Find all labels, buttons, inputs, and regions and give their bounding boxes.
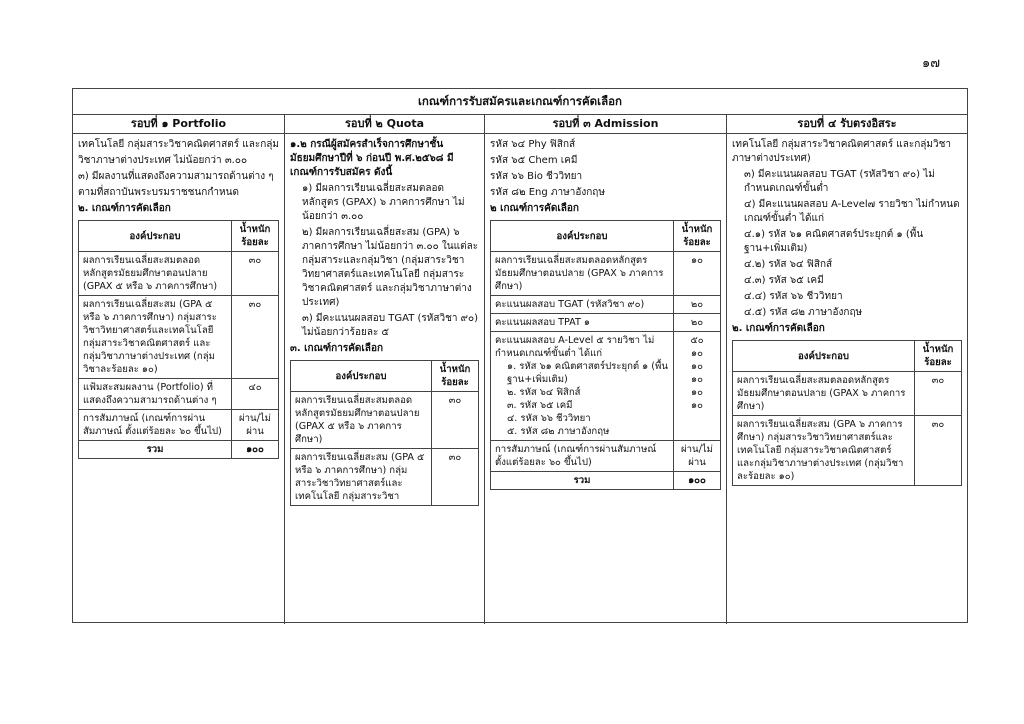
subsection-heading: ๑.๒ กรณีผู้สมัครสำเร็จการศึกษาชั้นมัธยมศึกษาปีที่ ๖ ก่อนปี พ.ศ.๒๕๖๘ มีเกณฑ์การรับสมัคร ดังนี้ [290,139,454,178]
weight-value: ๑๐ [691,361,703,372]
table-row [491,252,721,296]
criteria-item: ๑) มีผลการเรียนเฉลี่ยสะสมตลอดหลักสูตร (GPAX) ๖ ภาคการศึกษา ไม่น้อยกว่า ๓.๐๐ [302,183,465,222]
table-row [79,379,279,410]
text-line: ๓) มีผลงานที่แสดงถึงความสามารถด้านต่าง ๆ [78,171,274,182]
table-row [491,296,721,314]
text-line: ตามที่สถาบันพระบรมราชชนกกำหนด [78,187,239,198]
criteria-item: ๓) มีคะแนนผลสอบ TGAT (รหัสวิชา ๙๐) ไม่กำหนดเกณฑ์ขั้นต่ำ [744,169,935,194]
weight-value: ๑๐ [691,400,703,411]
component-cell [491,332,674,441]
component-cell: คะแนนผลสอบ TGAT (รหัสวิชา ๙๐) [491,296,674,314]
subject-code: รหัส ๘๒ Eng ภาษาอังกฤษ [490,187,605,198]
weight-cell: ๓๐ [432,449,479,506]
header-component: องค์ประกอบ [79,221,232,252]
header-component: องค์ประกอบ [491,221,674,252]
text-line: วิชาภาษาต่างประเทศ ไม่น้อยกว่า ๓.๐๐ [78,155,248,166]
weight-cell: ๒๐ [674,296,721,314]
criteria-subtable [290,360,479,506]
header-weight: น้ำหนักร้อยละ [915,341,962,372]
total-row [491,472,721,490]
total-row [79,441,279,459]
round-header-4: รอบที่ ๔ รับตรงอิสระ [797,117,897,130]
sub-item: ๔.๔) รหัส ๖๖ ชีววิทยา [744,291,843,302]
sub-item: ๕. รหัส ๘๒ ภาษาอังกฤษ [507,426,610,437]
table-title: เกณฑ์การรับสมัครและเกณฑ์การคัดเลือก [73,89,967,115]
round-1-portfolio [73,134,285,624]
section-heading: ๒. เกณฑ์การคัดเลือก [732,323,825,334]
text-line: เทคโนโลยี กลุ่มสาระวิชาคณิตศาสตร์ และกลุ่มวิชาภาษาต่างประเทศ) [732,139,952,164]
component-cell: ผลการเรียนเฉลี่ยสะสมตลอดหลักสูตรมัธยมศึกษาตอนปลาย (GPAX ๕ หรือ ๖ ภาคการศึกษา) [79,252,232,296]
component-cell: การสัมภาษณ์ (เกณฑ์การผ่านสัมภาษณ์ ตั้งแต่ร้อยละ ๖๐ ขึ้นไป) [491,441,674,472]
table-row [291,449,479,506]
round-header-3: รอบที่ ๓ Admission [485,115,727,133]
subject-code: รหัส ๖๔ Phy ฟิสิกส์ [490,139,576,150]
subject-code: รหัส ๖๕ Chem เคมี [490,155,578,166]
round-2-quota [285,134,485,624]
sub-item: ๔. รหัส ๖๖ ชีววิทยา [507,413,591,424]
weight-cell: ๓๐ [915,416,962,486]
weight-value: ๑๐ [691,387,703,398]
header-component: องค์ประกอบ [733,341,915,372]
table-row [79,252,279,296]
weight-value: ๑๐ [691,348,703,359]
sub-item: ๔.๑) รหัส ๖๑ คณิตศาสตร์ประยุกต์ ๑ (พื้นฐาน+เพิ่มเติม) [744,229,924,254]
page-number: ๑๗ [921,56,940,71]
criteria-subtable [78,220,279,459]
round-3-admission [485,134,727,624]
sub-item: ๔.๕) รหัส ๘๒ ภาษาอังกฤษ [744,307,863,318]
total-value: ๑๐๐ [674,472,721,490]
weight-cell: ๓๐ [232,252,279,296]
section-heading: ๒. เกณฑ์การคัดเลือก [78,203,171,214]
component-cell: การสัมภาษณ์ (เกณฑ์การผ่านสัมภาษณ์ ตั้งแต่ร้อยละ ๖๐ ขึ้นไป) [79,410,232,441]
weight-value: ๕๐ [690,335,704,346]
component-cell: แฟ้มสะสมผลงาน (Portfolio) ที่แสดงถึงความสามารถด้านต่าง ๆ [79,379,232,410]
table-row [733,416,962,486]
component-cell: ผลการเรียนเฉลี่ยสะสมตลอดหลักสูตรมัธยมศึกษาตอนปลาย (GPAX ๕ หรือ ๖ ภาคการศึกษา) [291,392,432,449]
criteria-subtable [732,340,962,486]
header-weight: น้ำหนักร้อยละ [674,221,721,252]
weight-cell: ๓๐ [232,296,279,379]
sub-item: ๑. รหัส ๖๑ คณิตศาสตร์ประยุกต์ ๑ (พื้นฐาน+เพิ่มเติม) [507,361,668,385]
component-cell: ผลการเรียนเฉลี่ยสะสมตลอดหลักสูตรมัธยมศึกษาตอนปลาย (GPAX ๖ ภาคการศึกษา) [733,372,915,416]
table-row [733,372,962,416]
weight-cell: ผ่าน/ไม่ผ่าน [232,410,279,441]
round-header-1: รอบที่ ๑ Portfolio [73,115,285,133]
total-label: รวม [491,472,674,490]
component-cell: ผลการเรียนเฉลี่ยสะสม (GPA ๕ หรือ ๖ ภาคการศึกษา) กลุ่มสาระวิชาวิทยาศาสตร์และเทคโนโลยี กลุ่มสาระวิชาคณิตศาสตร์ และกลุ่มวิชาภาษาต่างประเทศ (กลุ่มวิชาละร้อยละ ๑๐) [79,296,232,379]
sub-item: ๔.๒) รหัส ๖๔ ฟิสิกส์ [744,259,833,270]
header-component: องค์ประกอบ [291,361,432,392]
weight-cell: ๒๐ [674,314,721,332]
weight-cell: ๔๐ [232,379,279,410]
header-weight: น้ำหนักร้อยละ [432,361,479,392]
total-value: ๑๐๐ [232,441,279,459]
criteria-item: ๓) มีคะแนนผลสอบ TGAT (รหัสวิชา ๙๐) ไม่น้อยกว่าร้อยละ ๕ [302,313,479,338]
criteria-subtable [490,220,721,490]
criteria-item: ๒) มีผลการเรียนเฉลี่ยสะสม (GPA) ๖ ภาคการศึกษา ไม่น้อยกว่า ๓.๐๐ ในแต่ละกลุ่มสาระและกลุ่มวิชา (กลุ่มสาระวิชาวิทยาศาสตร์และเทคโนโลยี กลุ่มสาระวิชาคณิตศาสตร์ และกลุ่มวิชาภาษาต่างประเทศ) [302,227,479,308]
table-row [491,441,721,472]
round-4-direct [727,134,967,624]
sub-item: ๓. รหัส ๖๕ เคมี [507,400,573,411]
table-row [491,332,721,441]
section-heading: ๓. เกณฑ์การคัดเลือก [290,343,383,354]
round-headers [73,115,967,134]
component-cell: ผลการเรียนเฉลี่ยสะสม (GPA ๕ หรือ ๖ ภาคการศึกษา) กลุ่มสาระวิชาวิทยาศาสตร์และเทคโนโลยี กลุ่มสาระวิชา [291,449,432,506]
table-row [291,392,479,449]
table-row [79,296,279,379]
weight-cell: ๓๐ [915,372,962,416]
component-text: คะแนนผลสอบ A-Level ๕ รายวิชา ไม่กำหนดเกณฑ์ขั้นต่ำ ได้แก่ [495,335,655,359]
section-heading: ๒ เกณฑ์การคัดเลือก [490,203,579,214]
weight-cell: ๓๐ [432,392,479,449]
component-cell: ผลการเรียนเฉลี่ยสะสมตลอดหลักสูตรมัธยมศึกษาตอนปลาย (GPAX ๖ ภาคการศึกษา) [491,252,674,296]
sub-item: ๔.๓) รหัส ๖๕ เคมี [744,275,824,286]
weight-value: ๑๐ [691,374,703,385]
text-line: เทคโนโลยี กลุ่มสาระวิชาคณิตศาสตร์ และกลุ่ม [78,139,279,150]
sub-item: ๒. รหัส ๖๔ ฟิสิกส์ [507,387,581,398]
weight-cell [674,332,721,441]
subject-code: รหัส ๖๖ Bio ชีววิทยา [490,171,583,182]
table-row [79,410,279,441]
criteria-item: ๔) มีคะแนนผลสอบ A-Level๗ รายวิชา ไม่กำหนดเกณฑ์ขั้นต่ำ ได้แก่ [744,199,960,224]
header-weight: น้ำหนักร้อยละ [232,221,279,252]
total-label: รวม [79,441,232,459]
weight-cell: ๑๐ [674,252,721,296]
component-cell: ผลการเรียนเฉลี่ยสะสม (GPA ๖ ภาคการศึกษา) กลุ่มสาระวิชาวิทยาศาสตร์และเทคโนโลยี กลุ่มสาระวิชาคณิตศาสตร์ และกลุ่มวิชาภาษาต่างประเทศ (กลุ่มวิชาละร้อยละ ๑๐) [733,416,915,486]
component-cell: คะแนนผลสอบ TPAT ๑ [491,314,674,332]
table-row [491,314,721,332]
criteria-table [72,88,968,623]
weight-cell: ผ่าน/ไม่ผ่าน [674,441,721,472]
round-header-2: รอบที่ ๒ Quota [285,115,485,133]
